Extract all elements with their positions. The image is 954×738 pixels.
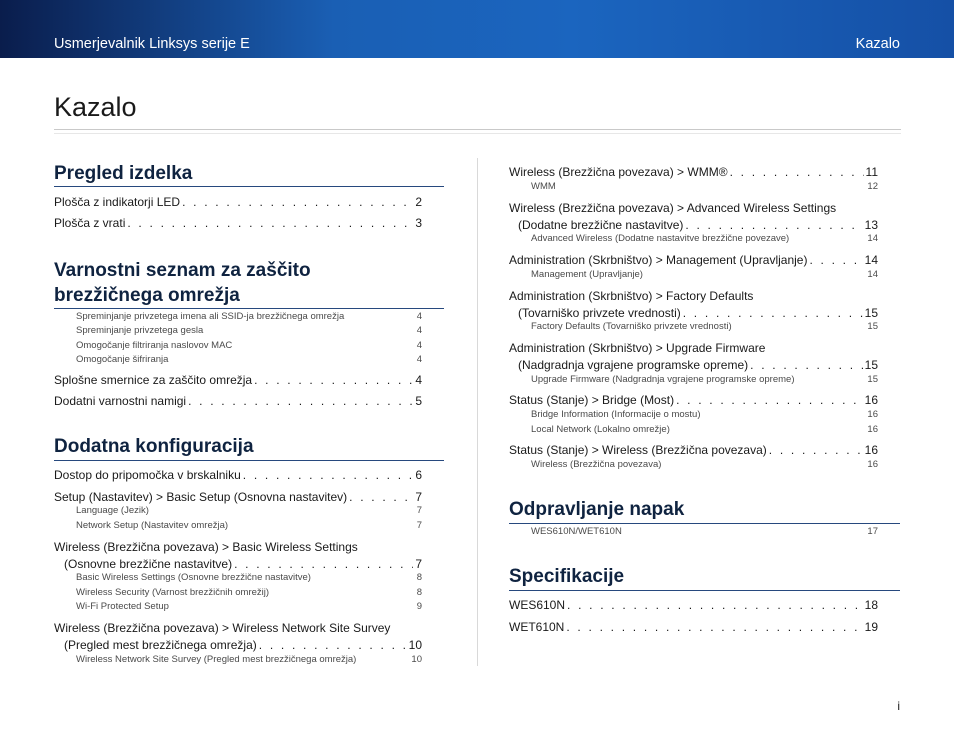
toc-subentry-label: Local Network (Lokalno omrežje) bbox=[531, 424, 670, 435]
toc-subentry-label: WMM bbox=[531, 181, 556, 192]
toc-subentry-page: 9 bbox=[416, 601, 422, 612]
toc-subentry-page: 4 bbox=[416, 340, 422, 351]
dot-leader bbox=[182, 194, 413, 210]
section-heading-specifications: Specifikacije bbox=[509, 566, 625, 587]
toc-entry-label: WES610N bbox=[509, 598, 566, 612]
dot-leader bbox=[676, 392, 863, 408]
toc-entry-label: Status (Stanje) > Bridge (Most) bbox=[509, 393, 675, 407]
dot-leader bbox=[750, 357, 863, 373]
section-heading-additional-config: Dodatna konfiguracija bbox=[54, 436, 254, 457]
toc-entry-label: (Nadgradnja vgrajene programske opreme) bbox=[518, 358, 749, 372]
toc-entry[interactable] bbox=[509, 392, 878, 408]
section-heading-security-line1: Varnostni seznam za zaščito bbox=[54, 260, 311, 281]
toc-subentry-page: 15 bbox=[867, 374, 878, 385]
toc-entry-page: 16 bbox=[864, 393, 878, 407]
toc-entry-first-line[interactable]: Administration (Skrbništvo) > Factory Defaults bbox=[509, 289, 754, 303]
toc-subentry-page: 7 bbox=[416, 505, 422, 516]
toc-entry-page: 16 bbox=[864, 443, 878, 457]
dot-leader bbox=[254, 372, 413, 388]
toc-subentry[interactable] bbox=[76, 324, 422, 338]
toc-subentry[interactable] bbox=[531, 268, 878, 282]
toc-subentry[interactable] bbox=[531, 373, 878, 387]
toc-entry-label: Dodatni varnostni namigi bbox=[54, 394, 187, 408]
toc-entry-first-line[interactable]: Wireless (Brezžična povezava) > Advanced Wireless Settings bbox=[509, 201, 837, 215]
toc-subentry[interactable] bbox=[76, 504, 422, 518]
dot-leader bbox=[769, 442, 863, 458]
toc-entry-first-line[interactable]: Administration (Skrbništvo) > Upgrade Firmware bbox=[509, 341, 766, 355]
toc-entry[interactable] bbox=[54, 372, 422, 388]
toc-entry-page: 11 bbox=[865, 165, 878, 179]
toc-subentry[interactable] bbox=[531, 320, 878, 334]
toc-entry[interactable] bbox=[509, 164, 878, 180]
toc-subentry-label: Basic Wireless Settings (Osnovne brezžične nastavitve) bbox=[76, 572, 311, 583]
toc-entry-first-line[interactable]: Wireless (Brezžična povezava) > Basic Wireless Settings bbox=[54, 540, 358, 554]
toc-subentry-page: 16 bbox=[867, 409, 878, 420]
toc-subentry[interactable] bbox=[76, 339, 422, 353]
toc-entry[interactable] bbox=[54, 215, 422, 231]
toc-subentry[interactable] bbox=[531, 423, 878, 437]
toc-subentry-label: Upgrade Firmware (Nadgradnja vgrajene programske opreme) bbox=[531, 374, 795, 385]
toc-subentry[interactable] bbox=[531, 180, 878, 194]
toc-entry[interactable] bbox=[54, 467, 422, 483]
toc-subentry-label: Spreminjanje privzetega gesla bbox=[76, 325, 204, 336]
dot-leader bbox=[730, 164, 864, 180]
toc-subentry-page: 4 bbox=[416, 325, 422, 336]
toc-entry-label: Setup (Nastavitev) > Basic Setup (Osnovna nastavitev) bbox=[54, 490, 348, 504]
dot-leader bbox=[685, 217, 862, 233]
toc-subentry-label: Wireless Network Site Survey (Pregled mest brezžičnega omrežja) bbox=[76, 654, 357, 665]
toc-subentry[interactable] bbox=[531, 232, 878, 246]
toc-entry[interactable] bbox=[518, 357, 878, 373]
toc-subentry-page: 14 bbox=[867, 233, 878, 244]
toc-entry-page: 4 bbox=[415, 373, 422, 387]
toc-entry-label: (Tovarniško privzete vrednosti) bbox=[518, 306, 681, 320]
toc-subentry-label: Wi-Fi Protected Setup bbox=[76, 601, 169, 612]
toc-entry[interactable] bbox=[518, 217, 878, 233]
toc-entry-label: Status (Stanje) > Wireless (Brezžična povezava) bbox=[509, 443, 767, 457]
dot-leader bbox=[259, 637, 407, 653]
toc-subentry-page: 12 bbox=[867, 181, 878, 192]
toc-subentry[interactable] bbox=[76, 600, 422, 614]
toc-subentry-label: Wireless Security (Varnost brezžičnih omrežij) bbox=[76, 587, 270, 598]
toc-entry-page: 15 bbox=[864, 306, 878, 320]
toc-subentry-label: Bridge Information (Informacije o mostu) bbox=[531, 409, 701, 420]
toc-subentry[interactable] bbox=[76, 586, 422, 600]
toc-entry-label: (Osnovne brezžične nastavitve) bbox=[64, 557, 233, 571]
toc-subentry-page: 4 bbox=[416, 354, 422, 365]
toc-entry[interactable] bbox=[509, 252, 878, 268]
toc-entry-label: Plošča z vrati bbox=[54, 216, 126, 230]
header-section-title: Kazalo bbox=[855, 36, 900, 52]
toc-entry-page: 7 bbox=[415, 490, 422, 504]
dot-leader bbox=[243, 467, 414, 483]
header-product-title: Usmerjevalnik Linksys serije E bbox=[54, 36, 250, 52]
toc-entry-page: 5 bbox=[415, 394, 422, 408]
toc-entry-label: (Dodatne brezžične nastavitve) bbox=[518, 218, 684, 232]
toc-entry-label: Plošča z indikatorji LED bbox=[54, 195, 181, 209]
toc-subentry-page: 8 bbox=[416, 587, 422, 598]
toc-subentry[interactable] bbox=[76, 653, 422, 667]
section-rule bbox=[509, 523, 900, 524]
toc-subentry-label: Spreminjanje privzetega imena ali SSID-ja brezžičnega omrežja bbox=[76, 311, 345, 322]
toc-entry-page: 19 bbox=[864, 620, 878, 634]
dot-leader bbox=[188, 393, 413, 409]
toc-entry-label: Administration (Skrbništvo) > Management (Upravljanje) bbox=[509, 253, 808, 267]
toc-subentry-label: Wireless (Brezžična povezava) bbox=[531, 459, 662, 470]
toc-subentry-label: Omogočanje šifriranja bbox=[76, 354, 169, 365]
page-number: i bbox=[897, 699, 900, 713]
section-heading-troubleshooting: Odpravljanje napak bbox=[509, 499, 685, 520]
toc-subentry-page: 10 bbox=[411, 654, 422, 665]
toc-entry[interactable] bbox=[64, 556, 422, 572]
toc-subentry-page: 14 bbox=[867, 269, 878, 280]
toc-subentry[interactable] bbox=[531, 408, 878, 422]
dot-leader bbox=[349, 489, 413, 505]
toc-entry-page: 14 bbox=[864, 253, 878, 267]
toc-entry-label: WET610N bbox=[509, 620, 565, 634]
dot-leader bbox=[809, 252, 862, 268]
dot-leader bbox=[567, 597, 863, 613]
toc-entry-page: 7 bbox=[415, 557, 422, 571]
toc-entry[interactable] bbox=[518, 305, 878, 321]
dot-leader bbox=[566, 619, 862, 635]
toc-subentry-page: 16 bbox=[867, 424, 878, 435]
toc-entry[interactable] bbox=[64, 637, 422, 653]
section-rule bbox=[54, 308, 444, 309]
toc-subentry-page: 4 bbox=[416, 311, 422, 322]
toc-entry-page: 3 bbox=[415, 216, 422, 230]
toc-entry-label: Dostop do pripomočka v brskalniku bbox=[54, 468, 241, 482]
toc-subentry[interactable] bbox=[76, 519, 422, 533]
toc-entry-page: 2 bbox=[415, 195, 422, 209]
toc-subentry-page: 17 bbox=[867, 526, 878, 537]
dot-leader bbox=[683, 305, 863, 321]
toc-subentry[interactable] bbox=[531, 525, 878, 539]
toc-subentry-label: Language (Jezik) bbox=[76, 505, 149, 516]
toc-entry-first-line[interactable]: Wireless (Brezžična povezava) > Wireless Network Site Survey bbox=[54, 621, 391, 635]
page-header-banner bbox=[0, 0, 954, 58]
toc-subentry-page: 7 bbox=[416, 520, 422, 531]
toc-subentry-page: 16 bbox=[867, 459, 878, 470]
toc-subentry[interactable] bbox=[76, 571, 422, 585]
section-heading-security-line2: brezžičnega omrežja bbox=[54, 285, 240, 306]
section-heading-product-overview: Pregled izdelka bbox=[54, 163, 193, 184]
title-divider-secondary bbox=[54, 133, 901, 134]
title-divider bbox=[54, 129, 901, 130]
toc-entry[interactable] bbox=[54, 393, 422, 409]
toc-subentry-page: 15 bbox=[867, 321, 878, 332]
toc-entry-page: 10 bbox=[408, 638, 422, 652]
toc-subentry[interactable] bbox=[76, 353, 422, 367]
section-rule bbox=[54, 460, 444, 461]
toc-entry-page: 15 bbox=[864, 358, 878, 372]
toc-entry[interactable] bbox=[509, 597, 878, 613]
page-title: Kazalo bbox=[54, 92, 137, 122]
toc-entry-page: 6 bbox=[415, 468, 422, 482]
toc-entry-page: 18 bbox=[864, 598, 878, 612]
section-rule bbox=[54, 186, 444, 187]
toc-entry[interactable] bbox=[54, 194, 422, 210]
column-divider bbox=[477, 158, 478, 666]
toc-entry[interactable] bbox=[509, 442, 878, 458]
toc-entry[interactable] bbox=[509, 619, 878, 635]
toc-subentry-label: Management (Upravljanje) bbox=[531, 269, 643, 280]
toc-entry[interactable] bbox=[54, 489, 422, 505]
toc-entry-label: Splošne smernice za zaščito omrežja bbox=[54, 373, 253, 387]
toc-subentry-label: Factory Defaults (Tovarniško privzete vrednosti) bbox=[531, 321, 732, 332]
toc-subentry-label: WES610N/WET610N bbox=[531, 526, 622, 537]
toc-subentry[interactable] bbox=[76, 310, 422, 324]
toc-entry-label: (Pregled mest brezžičnega omrežja) bbox=[64, 638, 257, 652]
toc-subentry-label: Network Setup (Nastavitev omrežja) bbox=[76, 520, 229, 531]
toc-entry-label: Wireless (Brezžična povezava) > WMM® bbox=[509, 165, 728, 179]
section-rule bbox=[509, 590, 900, 591]
toc-subentry-page: 8 bbox=[416, 572, 422, 583]
toc-subentry-label: Omogočanje filtriranja naslovov MAC bbox=[76, 340, 233, 351]
dot-leader bbox=[127, 215, 413, 231]
toc-subentry-label: Advanced Wireless (Dodatne nastavitve brezžične povezave) bbox=[531, 233, 790, 244]
toc-subentry[interactable] bbox=[531, 458, 878, 472]
dot-leader bbox=[234, 556, 413, 572]
toc-entry-page: 13 bbox=[864, 218, 878, 232]
